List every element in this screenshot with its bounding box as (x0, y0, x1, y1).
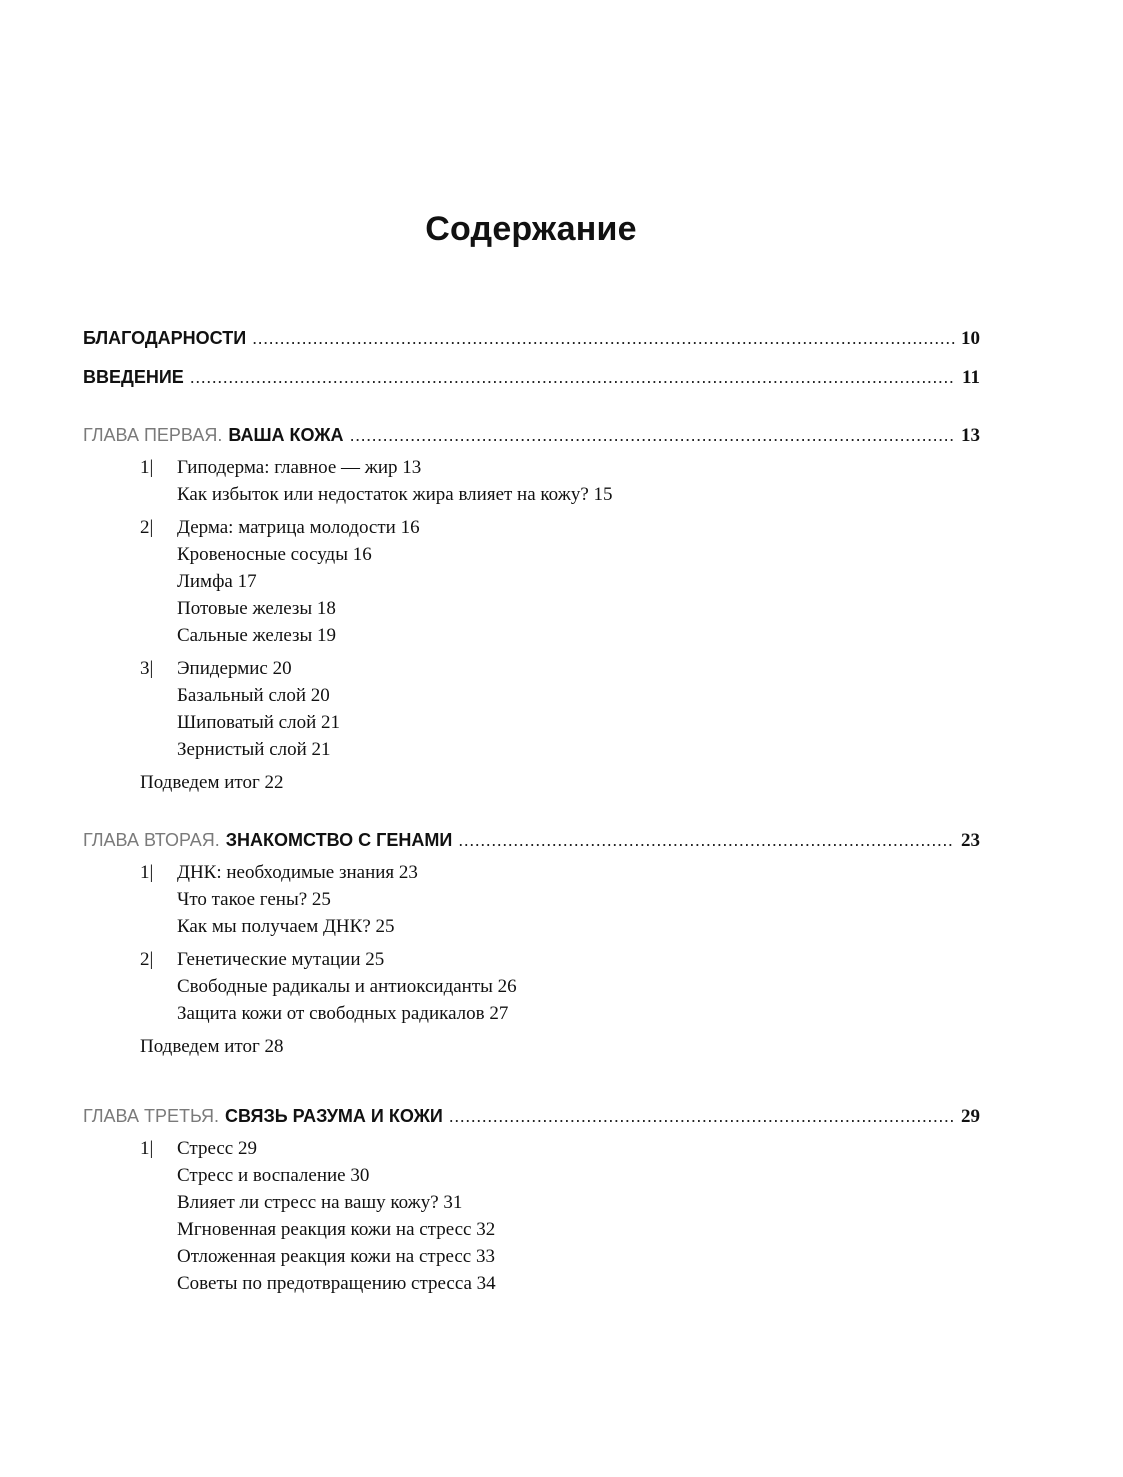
toc-section[interactable]: ДНК: необходимые знания 23 (177, 862, 418, 883)
section-number: 2| (140, 517, 154, 538)
toc-chapter-2[interactable] (83, 829, 980, 852)
section-number: 1| (140, 1138, 154, 1159)
chapter-page: 29 (961, 1106, 980, 1127)
toc-subsection[interactable]: Советы по предотвращению стресса 34 (177, 1273, 496, 1294)
toc-subsection[interactable]: Как избыток или недостаток жира влияет на кожу? 15 (177, 484, 613, 505)
toc-summary[interactable]: Подведем итог 28 (140, 1036, 284, 1057)
chapter-title: ВАША КОЖА (228, 425, 344, 445)
toc-subsection[interactable]: Потовые железы 18 (177, 598, 336, 619)
chapter-prefix: ГЛАВА ПЕРВАЯ. (83, 425, 223, 445)
toc-entry-label: ВВЕДЕНИЕ (83, 367, 184, 387)
toc-entry-page: 10 (961, 328, 980, 349)
toc-entry-acknowledgements[interactable] (83, 327, 980, 350)
chapter-page: 13 (961, 425, 980, 446)
toc-subsection[interactable]: Влияет ли стресс на вашу кожу? 31 (177, 1192, 463, 1213)
toc-subsection[interactable]: Шиповатый слой 21 (177, 712, 340, 733)
toc-subsection[interactable]: Отложенная реакция кожи на стресс 33 (177, 1246, 495, 1267)
section-number: 3| (140, 658, 154, 679)
toc-subsection[interactable]: Зернистый слой 21 (177, 739, 331, 760)
toc-chapter-3[interactable] (83, 1105, 980, 1128)
toc-subsection[interactable]: Мгновенная реакция кожи на стресс 32 (177, 1219, 496, 1240)
section-number: 1| (140, 457, 154, 478)
toc-section[interactable]: Стресс 29 (177, 1138, 257, 1159)
dot-leader (458, 829, 955, 851)
section-number: 1| (140, 862, 154, 883)
toc-subsection[interactable]: Кровеносные сосуды 16 (177, 544, 372, 565)
toc-subsection[interactable]: Стресс и воспаление 30 (177, 1165, 370, 1186)
toc-subsection[interactable]: Сальные железы 19 (177, 625, 337, 646)
toc-chapter-1[interactable] (83, 424, 980, 447)
dot-leader (252, 327, 955, 349)
chapter-title: СВЯЗЬ РАЗУМА И КОЖИ (224, 1106, 443, 1126)
dot-leader (350, 424, 955, 446)
toc-section[interactable]: Гиподерма: главное — жир 13 (177, 457, 422, 478)
chapter-prefix: ГЛАВА ТРЕТЬЯ. (83, 1106, 219, 1126)
toc-subsection[interactable]: Базальный слой 20 (177, 685, 330, 706)
toc-section[interactable]: Дерма: матрица молодости 16 (177, 517, 420, 538)
dot-leader (190, 366, 956, 388)
chapter-page: 23 (961, 830, 980, 851)
dot-leader (449, 1105, 955, 1127)
toc-subsection[interactable]: Что такое гены? 25 (177, 889, 331, 910)
section-number: 2| (140, 949, 154, 970)
toc-subsection[interactable]: Как мы получаем ДНК? 25 (177, 916, 395, 937)
toc-subsection[interactable]: Свободные радикалы и антиоксиданты 26 (177, 976, 517, 997)
toc-subsection[interactable]: Лимфа 17 (177, 571, 257, 592)
toc-summary[interactable]: Подведем итог 22 (140, 772, 284, 793)
toc-section[interactable]: Генетические мутации 25 (177, 949, 385, 970)
page-title: Содержание (425, 210, 637, 248)
toc-section[interactable]: Эпидермис 20 (177, 658, 292, 679)
toc-entry-label: БЛАГОДАРНОСТИ (83, 328, 247, 348)
toc-subsection[interactable]: Защита кожи от свободных радикалов 27 (177, 1003, 509, 1024)
chapter-prefix: ГЛАВА ВТОРАЯ. (83, 830, 220, 850)
toc-entry-page: 11 (962, 367, 980, 388)
chapter-title: ЗНАКОМСТВО С ГЕНАМИ (225, 830, 453, 850)
toc-entry-introduction[interactable] (83, 366, 980, 389)
